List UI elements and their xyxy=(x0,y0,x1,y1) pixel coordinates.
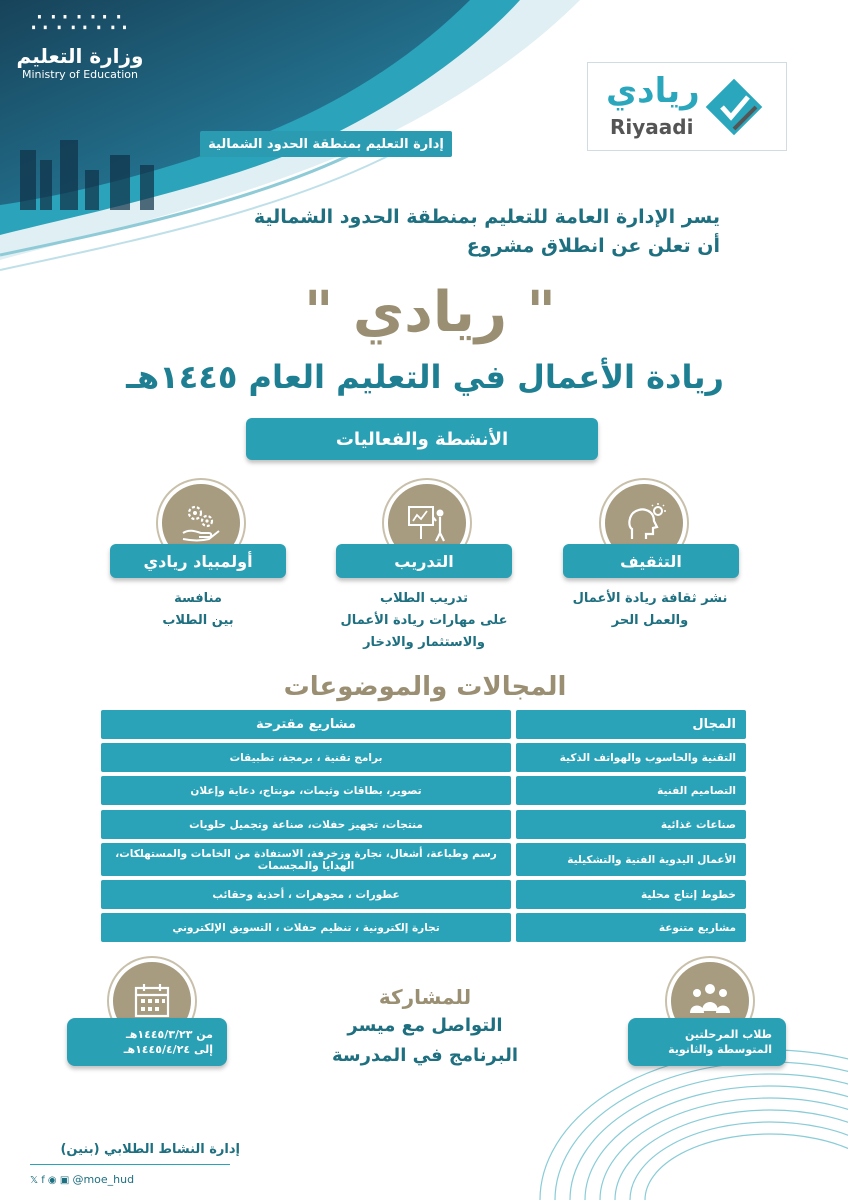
activity-desc-line: نشر ثقافة ريادة الأعمال xyxy=(572,591,728,606)
ministry-name-en: Ministry of Education xyxy=(21,68,138,81)
intro-line-2: أن تعلن عن انطلاق مشروع xyxy=(466,235,720,257)
riyaadi-logo-en: Riyaadi xyxy=(610,115,694,139)
presentation-icon xyxy=(405,501,449,545)
table-cell-projects: تجارة إلكترونية ، تنظيم حفلات ، التسويق الإلكتروني xyxy=(101,913,511,942)
date-from: من ١٤٤٥/٣/٢٣هـ xyxy=(126,1028,213,1041)
table-cell-field: مشاريع متنوعة xyxy=(516,913,746,942)
participation-heading: للمشاركة xyxy=(378,985,472,1009)
region-tag: إدارة التعليم بمنطقة الحدود الشمالية xyxy=(200,131,452,157)
activity-desc-line: بين الطلاب xyxy=(162,613,234,628)
activity-desc-olympiad xyxy=(88,588,308,632)
table-cell-field: صناعات غذائية xyxy=(516,810,746,839)
riyaadi-check-icon xyxy=(704,77,764,137)
audience-line-1: طلاب المرحلتين xyxy=(684,1028,772,1041)
ministry-name-ar: وزارة التعليم xyxy=(16,44,144,68)
footer-divider xyxy=(30,1164,230,1165)
table-cell-projects: منتجات، تجهيز حفلات، صناعة وتجميل حلويات xyxy=(101,810,511,839)
table-cell-projects: برامج تقنية ، برمجة، تطبيقات xyxy=(101,743,511,772)
table-cell-field: التصاميم الفنية xyxy=(516,776,746,805)
gears-hand-icon xyxy=(179,501,223,545)
group-people-icon xyxy=(687,981,733,1021)
activity-desc-line: تدريب الطلاب xyxy=(380,591,468,606)
activities-header: الأنشطة والفعاليات xyxy=(246,418,598,460)
calendar-icon xyxy=(131,980,173,1022)
dates-pill xyxy=(67,1018,227,1066)
activity-desc-line: والعمل الحر xyxy=(611,613,689,628)
riyaadi-logo-ar: ريادي xyxy=(606,71,700,111)
activity-desc-line: والاستثمار والادخار xyxy=(363,635,485,650)
table-cell-field: التقنية والحاسوب والهواتف الذكية xyxy=(516,743,746,772)
date-to: إلى ١٤٤٥/٤/٢٤هـ xyxy=(123,1043,213,1056)
table-cell-projects: عطورات ، مجوهرات ، أحذية وحقائب xyxy=(101,880,511,909)
head-bulb-icon xyxy=(622,501,666,545)
participation-line-3: البرنامج في المدرسة xyxy=(331,1045,518,1066)
project-title: " ريادي " xyxy=(304,280,556,345)
social-icons: 𝕏 f ◉ ▣ xyxy=(30,1175,73,1186)
fields-title: المجالات والموضوعات xyxy=(283,672,567,702)
activity-label-olympiad: أولمبياد ريادي xyxy=(110,544,286,578)
activity-desc-awareness xyxy=(540,588,760,632)
table-header-projects: مشاريع مقترحة xyxy=(101,710,511,739)
riyaadi-logo xyxy=(587,62,787,151)
activity-desc-line: منافسة xyxy=(174,591,222,606)
table-cell-projects: رسم وطباعة، أشغال، نجارة وزخرفة، الاستفادة من الخامات والمستهلكات، الهدايا والمجسمات xyxy=(101,843,511,876)
table-header-field: المجال xyxy=(516,710,746,739)
activity-label-awareness: التثقيف xyxy=(563,544,739,578)
ministry-emblem-icon: ∴∵∴∵∴ xyxy=(30,6,130,39)
activity-desc-training xyxy=(314,588,534,654)
table-cell-projects: تصوير، بطاقات وثيمات، مونتاج، دعاية وإعلان xyxy=(101,776,511,805)
intro-line-1: يسر الإدارة العامة للتعليم بمنطقة الحدود الشمالية xyxy=(253,206,720,228)
table-cell-field: خطوط إنتاج محلية xyxy=(516,880,746,909)
audience-pill xyxy=(628,1018,786,1066)
footer-department: إدارة النشاط الطلابي (بنين) xyxy=(60,1142,240,1157)
table-cell-field: الأعمال اليدوية الفنية والتشكيلية xyxy=(516,843,746,876)
activity-label-training: التدريب xyxy=(336,544,512,578)
activity-desc-line: على مهارات ريادة الأعمال xyxy=(340,613,508,628)
participation-line-2: التواصل مع ميسر xyxy=(347,1015,503,1036)
project-subtitle: ريادة الأعمال في التعليم العام ١٤٤٥هـ xyxy=(126,358,724,396)
ministry-logo xyxy=(10,8,150,138)
social-handle[interactable]: @moe_hud xyxy=(72,1173,135,1186)
audience-line-2: المتوسطة والثانوية xyxy=(668,1043,772,1056)
footer-social xyxy=(30,1173,160,1186)
